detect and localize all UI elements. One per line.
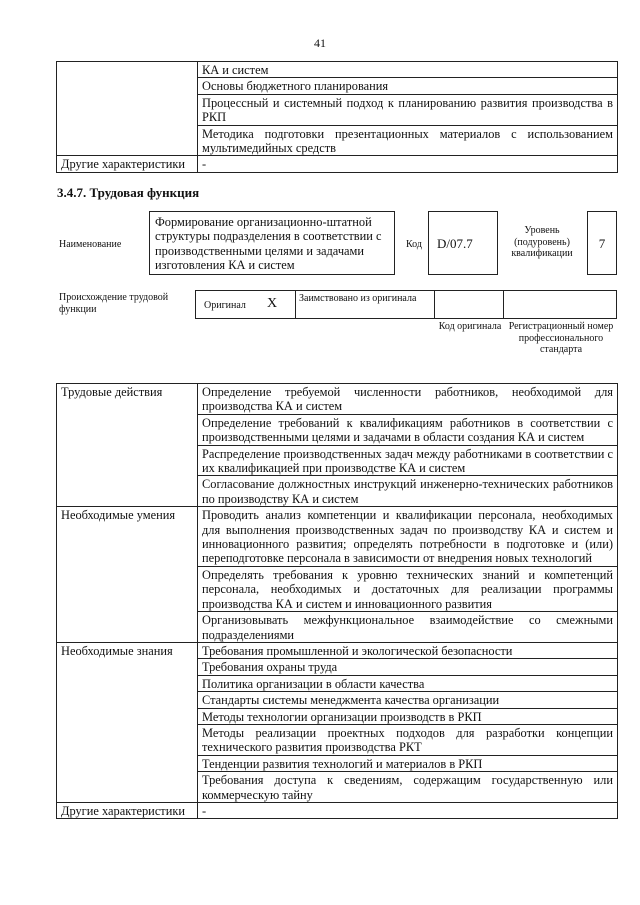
- table-cell: Политика организации в области качества: [198, 675, 618, 691]
- main-table: [56, 383, 618, 819]
- table-cell: Определение требуемой численности работников, необходимой для производства КА и систем: [198, 384, 618, 415]
- original-code-box: [434, 290, 504, 319]
- row-label-actions: Трудовые действия: [57, 384, 198, 507]
- borrowed-label: Заимствовано из оригинала: [299, 293, 417, 304]
- table-cell: Определение требований к квалификациям работников в соответствии с производственными целями и задачами в области создания КА и систем: [198, 414, 618, 445]
- function-name-box: [149, 211, 395, 275]
- table-cell: Основы бюджетного планирования: [198, 78, 618, 94]
- table-cell: КА и систем: [198, 62, 618, 78]
- table-cell: Стандарты системы менеджмента качества организации: [198, 692, 618, 708]
- level-value: 7: [598, 236, 606, 251]
- name-label: Наименование: [59, 239, 122, 250]
- row-label-skills: Необходимые умения: [57, 507, 198, 643]
- row-label-knowledge: Необходимые знания: [57, 642, 198, 802]
- table-cell: Организовывать межфункциональное взаимодействие со смежными подразделениями: [198, 612, 618, 643]
- origin-label: Происхождение трудовой функции: [59, 292, 169, 315]
- table-cell: -: [198, 802, 618, 818]
- level-label: Уровень (подуровень) квалификации: [511, 225, 573, 259]
- registration-caption: Регистрационный номер профессионального стандарта: [508, 321, 614, 355]
- table-cell: Процессный и системный подход к планированию развития производства в РКП: [198, 94, 618, 125]
- function-name: Формирование организационно-штатной структуры подразделения в соответствии с производственными целями и задачами изготовления КА и систем: [155, 215, 382, 273]
- table-cell: Требования охраны труда: [198, 659, 618, 675]
- table-cell: Методы технологии организации производств в РКП: [198, 708, 618, 724]
- row-label: Другие характеристики: [57, 156, 198, 172]
- code-label: Код: [406, 239, 422, 250]
- table-cell: Проводить анализ компетенции и квалификации персонала, необходимых для выполнения производственных задач по производству КА и систем и инновационного развития; определять потребности в подготовке и (или) переподготовке персонала в зависимости от внедрения новых технологий: [198, 507, 618, 567]
- original-label: Оригинал: [204, 300, 246, 311]
- level-box: [587, 211, 617, 275]
- code-box: [428, 211, 498, 275]
- table-cell: Определять требования к уровню технических знаний и компетенций персонала, необходимых и достаточных для реализации программы производства КА и систем и инновационного развития: [198, 566, 618, 611]
- section-title: 3.4.7. Трудовая функция: [57, 185, 200, 200]
- code-caption: Код оригинала: [438, 321, 502, 332]
- table-cell: Согласование должностных инструкций инженерно-технических работников по производству КА и систем: [198, 476, 618, 507]
- table-cell: Методика подготовки презентационных материалов с использованием мультимедийных средств: [198, 125, 618, 156]
- table-cell: Требования промышленной и экологической безопасности: [198, 642, 618, 658]
- page-number: 41: [314, 36, 326, 50]
- table-cell: Методы реализации проектных подходов для разработки концепции технического развития производства РКТ: [198, 724, 618, 755]
- table-cell: -: [198, 156, 618, 172]
- original-mark: X: [267, 296, 278, 311]
- original-box: [195, 290, 296, 319]
- registration-number-box: [503, 290, 617, 319]
- top-table-empty-label: [57, 62, 198, 156]
- table-cell: Требования доступа к сведениям, содержащим государственную или коммерческую тайну: [198, 772, 618, 803]
- row-label-other: Другие характеристики: [57, 802, 198, 818]
- top-table: [56, 61, 618, 173]
- code-value: D/07.7: [437, 236, 473, 251]
- borrowed-box: [295, 290, 435, 319]
- table-cell: Тенденции развития технологий и материалов в РКП: [198, 755, 618, 771]
- table-cell: Распределение производственных задач между работниками в соответствии с их квалификацией при производстве КА и систем: [198, 445, 618, 476]
